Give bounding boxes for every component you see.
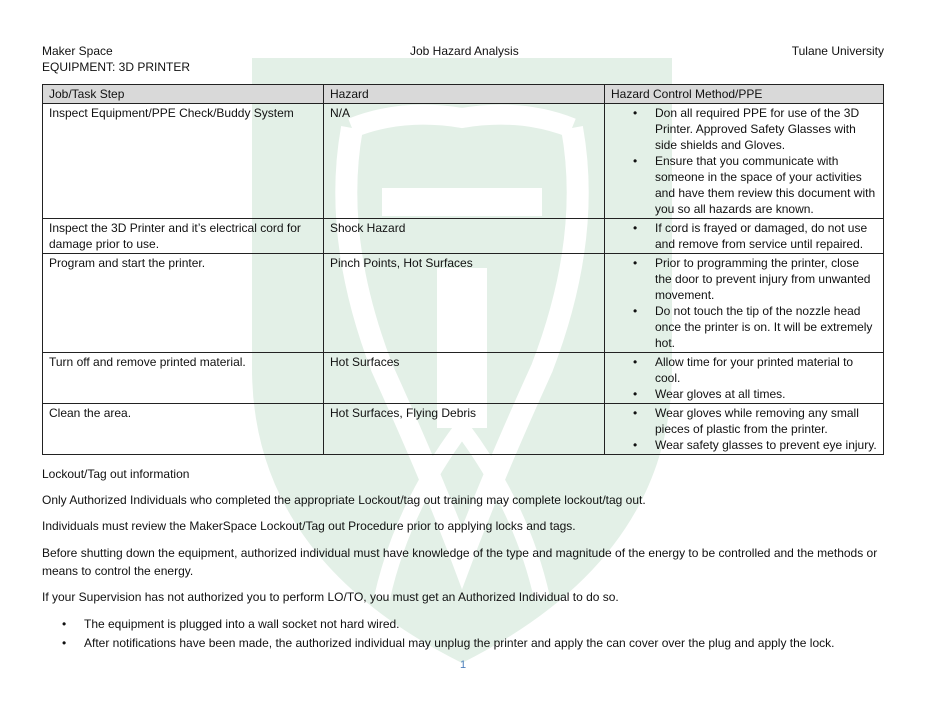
table-row bbox=[43, 104, 884, 219]
control-methods bbox=[605, 404, 884, 455]
control-item: • Do not touch the tip of the nozzle head once the printer is on. It will be extremely hot. bbox=[655, 303, 877, 351]
lockout-paragraph: Individuals must review the MakerSpace Lockout/Tag out Procedure prior to applying locks and tags. bbox=[42, 519, 576, 533]
equipment-label: EQUIPMENT: 3D PRINTER bbox=[42, 60, 191, 74]
university-name: Tulane University bbox=[791, 44, 884, 58]
table-row bbox=[43, 353, 884, 404]
control-item: • Allow time for your printed material to cool. bbox=[655, 354, 877, 386]
task-step: Inspect the 3D Printer and it’s electrical cord for damage prior to use. bbox=[43, 219, 324, 254]
page-number: 1 bbox=[459, 659, 467, 671]
task-step: Clean the area. bbox=[43, 404, 324, 455]
lockout-title: Lockout/Tag out information bbox=[42, 467, 190, 481]
org-name: Maker Space bbox=[42, 44, 113, 58]
list-item: • The equipment is plugged into a wall socket not hard wired. bbox=[42, 615, 887, 634]
column-header-hazard: Hazard bbox=[324, 85, 605, 104]
lockout-paragraph: Before shutting down the equipment, authorized individual must have knowledge of the type and magnitude of the energy to be controlled and the methods or means to control the energy. bbox=[42, 546, 878, 578]
hazard: Hot Surfaces, Flying Debris bbox=[324, 404, 605, 455]
control-methods bbox=[605, 104, 884, 219]
column-header-control: Hazard Control Method/PPE bbox=[605, 85, 884, 104]
hazard: Hot Surfaces bbox=[324, 353, 605, 404]
control-methods bbox=[605, 219, 884, 254]
lockout-paragraph: Only Authorized Individuals who completed the appropriate Lockout/tag out training may complete lockout/tag out. bbox=[42, 493, 646, 507]
document-title: Job Hazard Analysis bbox=[410, 44, 519, 58]
control-item: • Wear gloves while removing any small pieces of plastic from the printer. bbox=[655, 405, 877, 437]
task-step: Inspect Equipment/PPE Check/Buddy System bbox=[43, 104, 324, 219]
hazard: Pinch Points, Hot Surfaces bbox=[324, 254, 605, 353]
table-row bbox=[43, 404, 884, 455]
control-item: • If cord is frayed or damaged, do not use and remove from service until repaired. bbox=[655, 220, 877, 252]
lockout-bullet-list bbox=[42, 615, 887, 653]
table-row bbox=[43, 254, 884, 353]
control-methods bbox=[605, 353, 884, 404]
control-item: • Wear safety glasses to prevent eye injury. bbox=[655, 437, 877, 453]
job-hazard-table bbox=[42, 84, 884, 455]
table-row bbox=[43, 219, 884, 254]
control-item: • Ensure that you communicate with someone in the space of your activities and have them review this document with you so all hazards are known. bbox=[655, 153, 877, 217]
control-methods bbox=[605, 254, 884, 353]
hazard: N/A bbox=[324, 104, 605, 219]
header-left bbox=[42, 43, 190, 75]
lockout-paragraph: If your Supervision has not authorized you to perform LO/TO, you must get an Authorized Individual to do so. bbox=[42, 590, 619, 604]
hazard: Shock Hazard bbox=[324, 219, 605, 254]
control-item: • Wear gloves at all times. bbox=[655, 386, 877, 402]
task-step: Turn off and remove printed material. bbox=[43, 353, 324, 404]
list-item: • After notifications have been made, the authorized individual may unplug the printer and apply the can cover over the plug and apply the lock. bbox=[42, 634, 887, 653]
task-step: Program and start the printer. bbox=[43, 254, 324, 353]
column-header-step: Job/Task Step bbox=[43, 85, 324, 104]
table-header-row bbox=[43, 85, 884, 104]
control-item: • Prior to programming the printer, close the door to prevent injury from unwanted movement. bbox=[655, 255, 877, 303]
control-item: • Don all required PPE for use of the 3D Printer. Approved Safety Glasses with side shields and Gloves. bbox=[655, 105, 877, 153]
